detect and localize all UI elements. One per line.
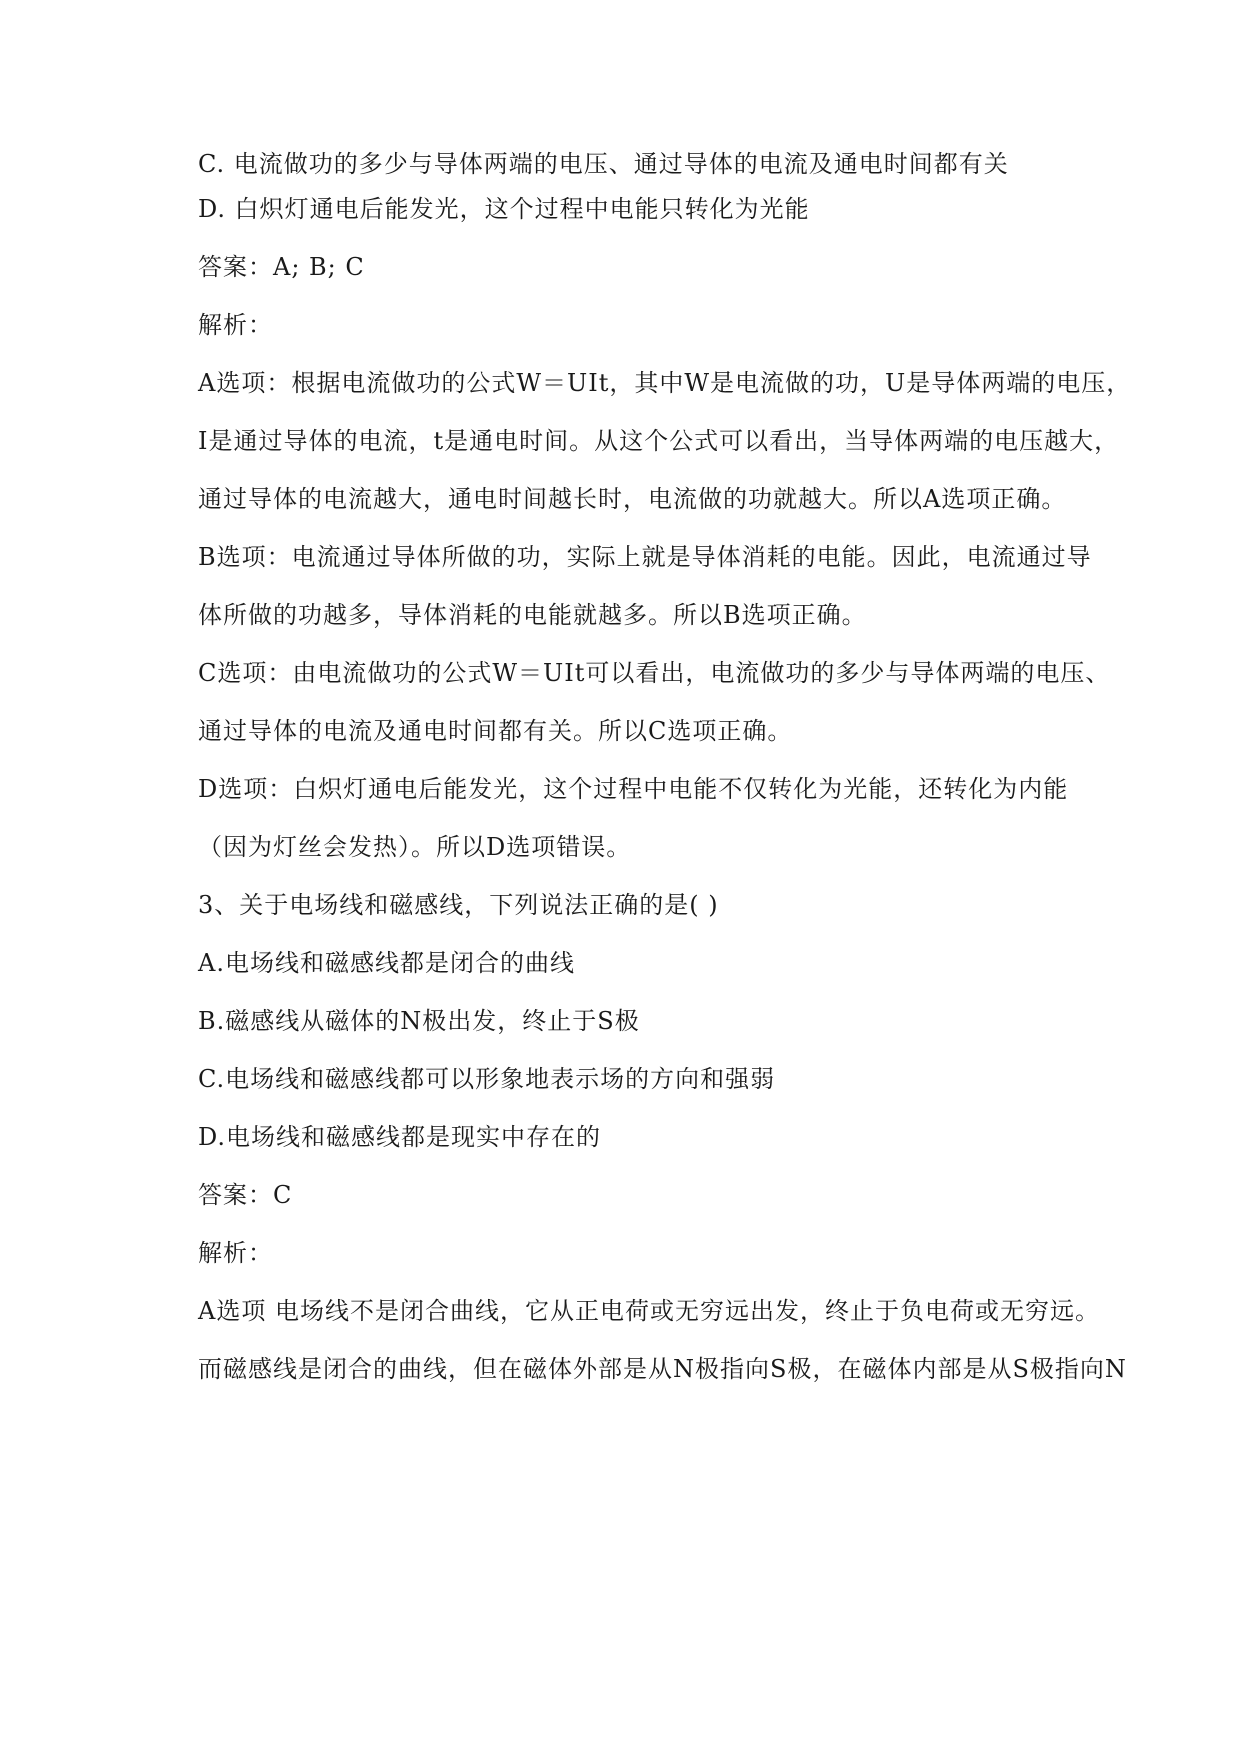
question-3-answer: 答案：C bbox=[198, 1181, 293, 1209]
option-c-line: C. 电流做功的多少与导体两端的电压、通过导体的电流及通电时间都有关 bbox=[198, 150, 1009, 178]
analysis-c-line-2: 通过导体的电流及通电时间都有关。所以C选项正确。 bbox=[198, 717, 793, 745]
question-3-option-b: B.磁感线从磁体的N极出发，终止于S极 bbox=[198, 1007, 640, 1035]
question-3-option-a: A.电场线和磁感线都是闭合的曲线 bbox=[198, 949, 575, 977]
analysis-a-line-1: A选项：根据电流做功的公式W＝UIt，其中W是电流做的功，U是导体两端的电压， bbox=[198, 369, 1132, 397]
option-d-line: D. 白炽灯通电后能发光，这个过程中电能只转化为光能 bbox=[198, 195, 810, 223]
question-3-stem: 3、关于电场线和磁感线，下列说法正确的是( ) bbox=[198, 891, 719, 919]
analysis-c-line-1: C选项：由电流做功的公式W＝UIt可以看出，电流做功的多少与导体两端的电压、 bbox=[198, 659, 1111, 687]
analysis-heading: 解析： bbox=[198, 311, 273, 339]
question-3-analysis-heading: 解析： bbox=[198, 1239, 273, 1267]
question-3-option-c: C.电场线和磁感线都可以形象地表示场的方向和强弱 bbox=[198, 1065, 776, 1093]
analysis-b-line-1: B选项：电流通过导体所做的功，实际上就是导体消耗的电能。因此，电流通过导 bbox=[198, 543, 1092, 571]
answer-line: 答案：A; B; C bbox=[198, 253, 365, 281]
analysis-b-line-2: 体所做的功越多，导体消耗的电能就越多。所以B选项正确。 bbox=[198, 601, 867, 629]
question-3-analysis-a-line-1: A选项 电场线不是闭合曲线，它从正电荷或无穷远出发，终止于负电荷或无穷远。 bbox=[198, 1297, 1100, 1325]
analysis-d-line-2: （因为灯丝会发热）。所以D选项错误。 bbox=[198, 833, 632, 861]
question-3-analysis-a-line-2: 而磁感线是闭合的曲线，但在磁体外部是从N极指向S极，在磁体内部是从S极指向N bbox=[198, 1355, 1127, 1383]
analysis-d-line-1: D选项：白炽灯通电后能发光，这个过程中电能不仅转化为光能，还转化为内能 bbox=[198, 775, 1069, 803]
analysis-a-line-3: 通过导体的电流越大，通电时间越长时，电流做的功就越大。所以A选项正确。 bbox=[198, 485, 1067, 513]
question-3-option-d: D.电场线和磁感线都是现实中存在的 bbox=[198, 1123, 602, 1151]
analysis-a-line-2: I是通过导体的电流，t是通电时间。从这个公式可以看出，当导体两端的电压越大， bbox=[198, 427, 1120, 455]
